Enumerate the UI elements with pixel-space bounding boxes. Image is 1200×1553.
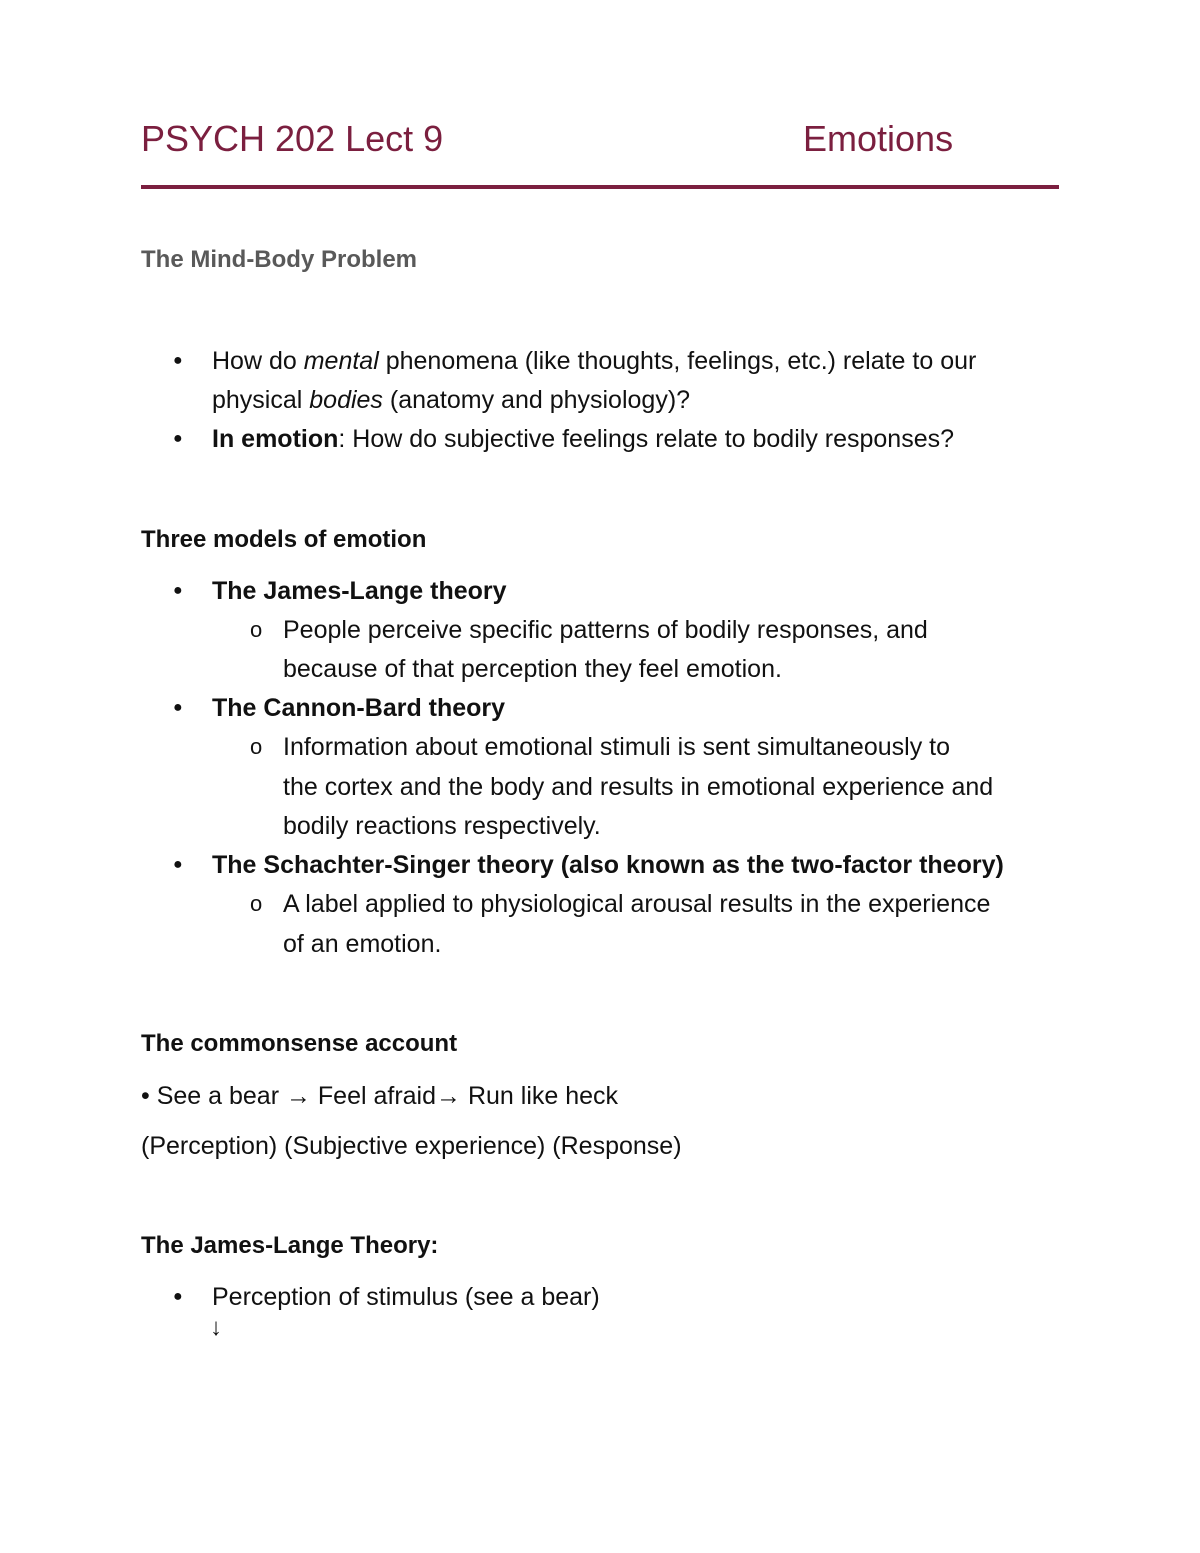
bullet-icon: ● bbox=[173, 582, 183, 599]
sub-bullet-icon: o bbox=[250, 891, 263, 916]
sub-bullet-icon: o bbox=[250, 617, 263, 642]
commonsense-labels: (Perception) (Subjective experience) (Response) bbox=[141, 1132, 682, 1160]
text-segment: (anatomy and physiology)? bbox=[382, 386, 691, 414]
model-title-james-lange: The James-Lange theory bbox=[212, 577, 507, 605]
section-heading-mind-body: The Mind-Body Problem bbox=[141, 246, 417, 273]
text-segment: physical bbox=[212, 386, 310, 414]
bullet-icon: ● bbox=[173, 856, 183, 873]
bullet-icon: ● bbox=[173, 352, 183, 369]
section-heading-three-models: Three models of emotion bbox=[141, 526, 427, 553]
model-desc-line: of an emotion. bbox=[283, 930, 442, 958]
arrow-down-icon: ↓ bbox=[210, 1314, 222, 1341]
bullet-icon: ● bbox=[173, 1288, 183, 1305]
sub-bullet-icon: o bbox=[250, 734, 263, 759]
model-desc-line: the cortex and the body and results in emotional experience and bbox=[283, 773, 994, 801]
model-desc-line: People perceive specific patterns of bodily responses, and bbox=[283, 616, 928, 644]
bullet-icon: ● bbox=[173, 699, 183, 716]
commonsense-sequence: • See a bear → Feel afraid→ Run like heck bbox=[141, 1082, 619, 1110]
mind-body-bullet-2 bbox=[212, 419, 954, 459]
topic-title: Emotions bbox=[803, 118, 954, 159]
model-desc-line: bodily reactions respectively. bbox=[283, 812, 601, 840]
model-title-schachter-singer: The Schachter-Singer theory (also known as the two-factor theory) bbox=[212, 851, 1004, 879]
course-title: PSYCH 202 Lect 9 bbox=[141, 118, 444, 159]
bold-in-emotion: In emotion bbox=[212, 425, 339, 453]
bullet-icon: ● bbox=[173, 430, 183, 447]
model-desc-line: Information about emotional stimuli is sent simultaneously to bbox=[283, 733, 950, 761]
james-lange-step-1: Perception of stimulus (see a bear) bbox=[212, 1283, 600, 1311]
text-segment: How do bbox=[212, 347, 304, 375]
model-desc-line: because of that perception they feel emotion. bbox=[283, 655, 782, 683]
section-heading-commonsense: The commonsense account bbox=[141, 1030, 458, 1057]
emphasis-bodies: bodies bbox=[309, 386, 383, 414]
text-segment: : How do subjective feelings relate to bodily responses? bbox=[338, 425, 955, 453]
text-segment: phenomena (like thoughts, feelings, etc.) relate to our bbox=[378, 347, 977, 375]
model-desc-line: A label applied to physiological arousal results in the experience bbox=[283, 890, 991, 918]
section-heading-james-lange: The James-Lange Theory: bbox=[141, 1232, 439, 1259]
model-title-cannon-bard: The Cannon-Bard theory bbox=[212, 694, 506, 722]
mind-body-bullet-1-line-2 bbox=[212, 380, 690, 420]
emphasis-mental: mental bbox=[303, 347, 379, 375]
mind-body-bullet-1-line-1 bbox=[212, 341, 976, 381]
header-divider bbox=[141, 185, 1059, 189]
